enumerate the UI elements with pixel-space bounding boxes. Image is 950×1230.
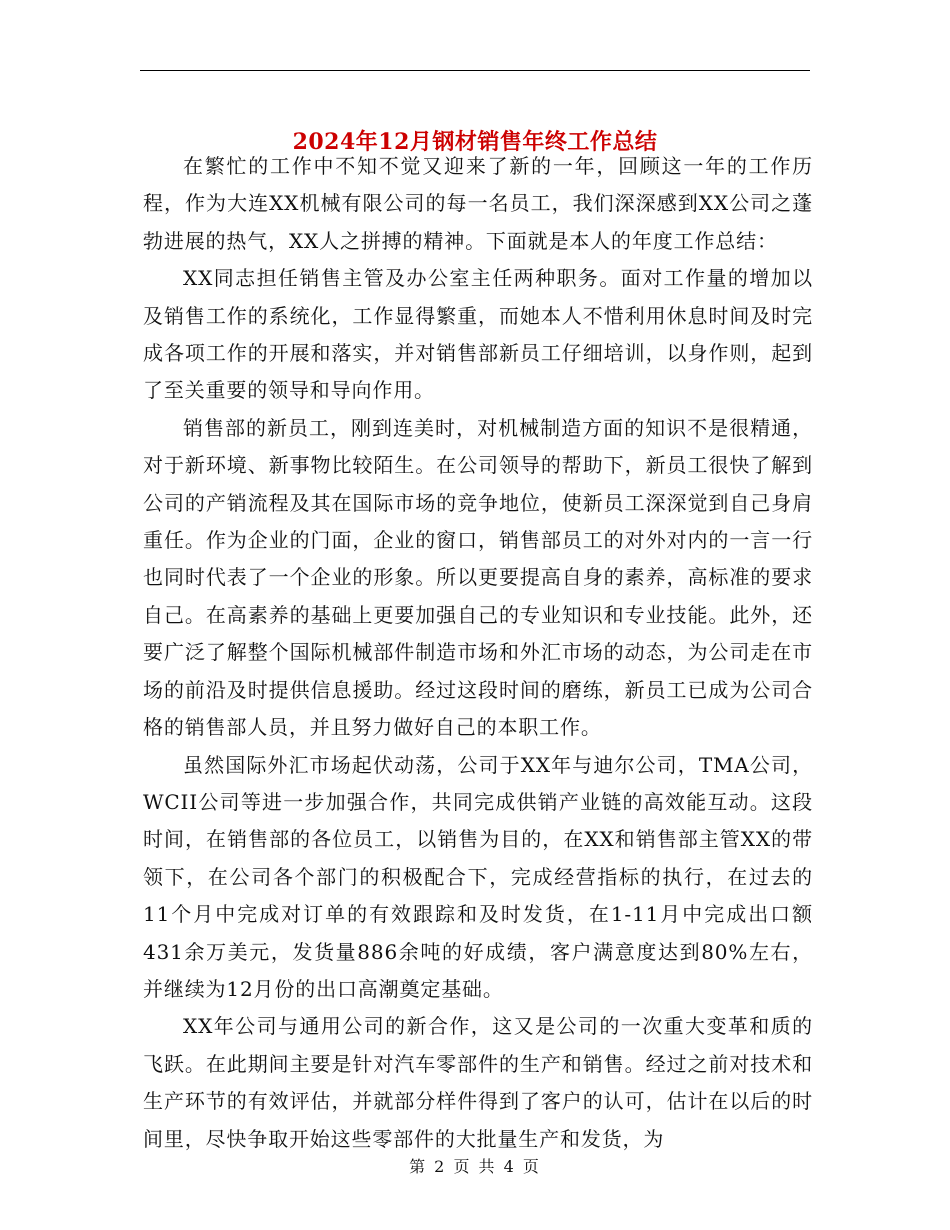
paragraph-supervisor: XX同志担任销售主管及办公室主任两种职务。面对工作量的增加以及销售工作的系统化，工作显得繁重，而她本人不惜利用休息时间及时完成各项工作的开展和落实，并对销售部新员工仔细培训，以身作则，起到了至关重要的领导和导向作用。 [143, 266, 813, 403]
document-body [143, 148, 813, 1158]
paragraph-cooperation: XX年公司与通用公司的新合作，这又是公司的一次重大变革和质的飞跃。在此期间主要是针对汽车零部件的生产和销售。经过之前对技术和生产环节的有效评估，并就部分样件得到了客户的认可，估计在以后的时间里，尽快争取开始这些零部件的大批量生产和发货，为 [143, 1014, 813, 1151]
paragraph-new-staff: 销售部的新员工，刚到连美时，对机械制造方面的知识不是很精通，对于新环境、新事物比较陌生。在公司领导的帮助下，新员工很快了解到公司的产销流程及其在国际市场的竞争地位，使新员工深深觉到自己身肩重任。作为企业的门面，企业的窗口，销售部员工的对外对内的一言一行也同时代表了一个企业的形象。所以更要提高自身的素养，高标准的要求自己。在高素养的基础上更要加强自己的专业知识和专业技能。此外，还要广泛了解整个国际机械部件制造市场和外汇市场的动态，为公司走在市场的前沿及时提供信息援助。经过这段时间的磨练，新员工已成为公司合格的销售部人员，并且努力做好自己的本职工作。 [143, 415, 813, 740]
header-rule [140, 70, 810, 71]
paragraph-intro: 在繁忙的工作中不知不觉又迎来了新的一年，回顾这一年的工作历程，作为大连XX机械有限公司的每一名员工，我们深深感到XX公司之蓬勃进展的热气，XX人之拼搏的精神。下面就是本人的年度工作总结： [143, 154, 813, 253]
paragraph-performance: 虽然国际外汇市场起伏动荡，公司于XX年与迪尔公司，TMA公司，WCII公司等进一步加强合作，共同完成供销产业链的高效能互动。这段时间，在销售部的各位员工，以销售为目的，在XX和销售部主管XX的带领下，在公司各个部门的积极配合下，完成经营指标的执行，在过去的11个月中完成对订单的有效跟踪和及时发货，在1-11月中完成出口额431余万美元，发货量886余吨的好成绩，客户满意度达到80%左右，并继续为12月份的出口高潮奠定基础。 [143, 752, 813, 1001]
document-title: 2024年12月钢材销售年终工作总结 [292, 128, 658, 155]
page-number-footer: 第 2 页 共 4 页 [409, 1157, 541, 1176]
